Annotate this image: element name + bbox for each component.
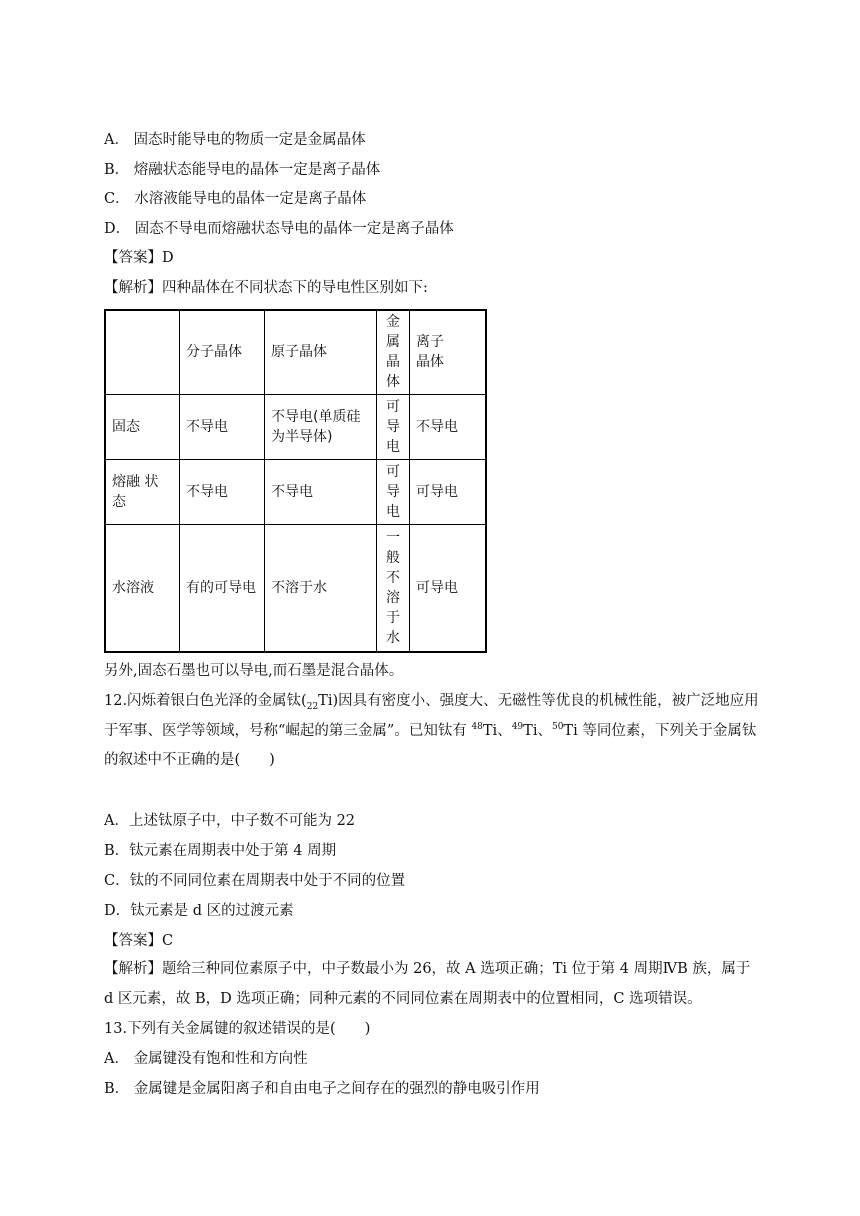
q12-option-c: C．钛的不同同位素在周期表中处于不同的位置 [104,873,406,889]
table-cell: 不溶于水 [265,524,377,652]
q13-option-b: B． 金属键是金属阳离子和自由电子之间存在的强烈的静电吸引作用 [104,1081,540,1097]
q12-stem-part: 12.闪烁着银白色光泽的金属钛( [104,693,307,709]
q13-option-a: A． 金属键没有饱和性和方向性 [104,1051,308,1067]
q11-option-d: D． 固态不导电而熔融状态导电的晶体一定是离子晶体 [104,221,454,237]
isotope-mass: 49 [511,721,524,732]
q11-answer: 【答案】D [104,250,174,266]
table-cell: 可导电 [386,398,400,455]
table-cell: 可导电 [386,463,400,520]
table-cell: 可导电 [410,459,487,524]
table-cell: 不导电 [410,394,487,459]
q12-option-a: A．上述钛原子中，中子数不可能为 22 [104,813,356,829]
table-row [105,394,486,459]
table-cell: 可导电 [410,524,487,652]
table-header-cell: 分子晶体 [180,310,265,394]
q13-stem: 13.下列有关金属键的叙述错误的是( ) [104,1021,371,1037]
q12-answer: 【答案】C [104,933,174,949]
q11-note: 另外,固态石墨也可以导电,而石墨是混合晶体。 [104,663,404,679]
table-header-cell: 离子晶体 [416,334,444,371]
conductivity-table [104,309,487,653]
isotope-mass: 50 [551,721,564,732]
table-cell: 一般不溶于水 [386,529,400,646]
table-header-cell [105,310,180,394]
table-header-cell: 金属晶体 [386,314,400,391]
table-row [105,524,486,652]
table-header-cell: 原子晶体 [265,310,377,394]
q11-option-c: C． 水溶液能导电的晶体一定是离子晶体 [104,191,367,207]
q12-stem-part: Ti)因具有密度小、强度大、无磁性等优良的机械性能，被广泛地应用于军事、医学等领域，号称“崛起的第三金属”。已知钛有 [104,693,759,739]
q11-option-b: B． 熔融状态能导电的晶体一定是离子晶体 [104,162,381,178]
q12-analysis: 【解析】题给三种同位素原子中，中子数最小为 26，故 A 选项正确；Ti 位于第 4 周期ⅣB 族，属于 d 区元素，故 B，D 选项正确；同种元素的不同同位素在周期表中的位置相同，C 选项错误。 [104,961,751,1007]
q11-option-a: A． 固态时能导电的物质一定是金属晶体 [104,132,366,148]
table-cell: 熔融 状态 [112,473,159,510]
q12-option-d: D．钛元素是 d 区的过渡元素 [104,903,294,919]
table-cell: 不导电(单质硅为半导体) [271,408,361,445]
table-cell: 有的可导电 [186,579,256,596]
q11-analysis: 【解析】四种晶体在不同状态下的导电性区别如下: [104,280,428,296]
q12-stem: 12.闪烁着银白色光泽的金属钛$(_{22}Ti)$因具有密度小、强度大、无磁性等优良的机械性能，被广泛地应用于军事、医学等领域，号称“崛起的第三金属”。已知钛有 $^{48}$Ti、$^{49}$Ti、$^{50}$Ti 等同位素，下列关于金属钛的叙述中不正确的是( ) [104,693,759,768]
table-header-row [105,310,486,394]
ti-atomic-number: 22 [306,701,319,712]
table-cell: 不导电 [180,394,265,459]
isotope-mass: 48 [471,721,483,732]
q12-option-b: B．钛元素在周期表中处于第 4 周期 [104,843,337,859]
table-cell: 固态 [105,394,180,459]
table-cell: 不导电 [180,459,265,524]
table-row [105,459,486,524]
table-cell: 不导电 [265,459,377,524]
table-cell: 水溶液 [105,524,180,652]
q12-stem-part: Ti 等同位素，下列关于金属钛的叙述中不正确的是( ) [104,722,757,768]
